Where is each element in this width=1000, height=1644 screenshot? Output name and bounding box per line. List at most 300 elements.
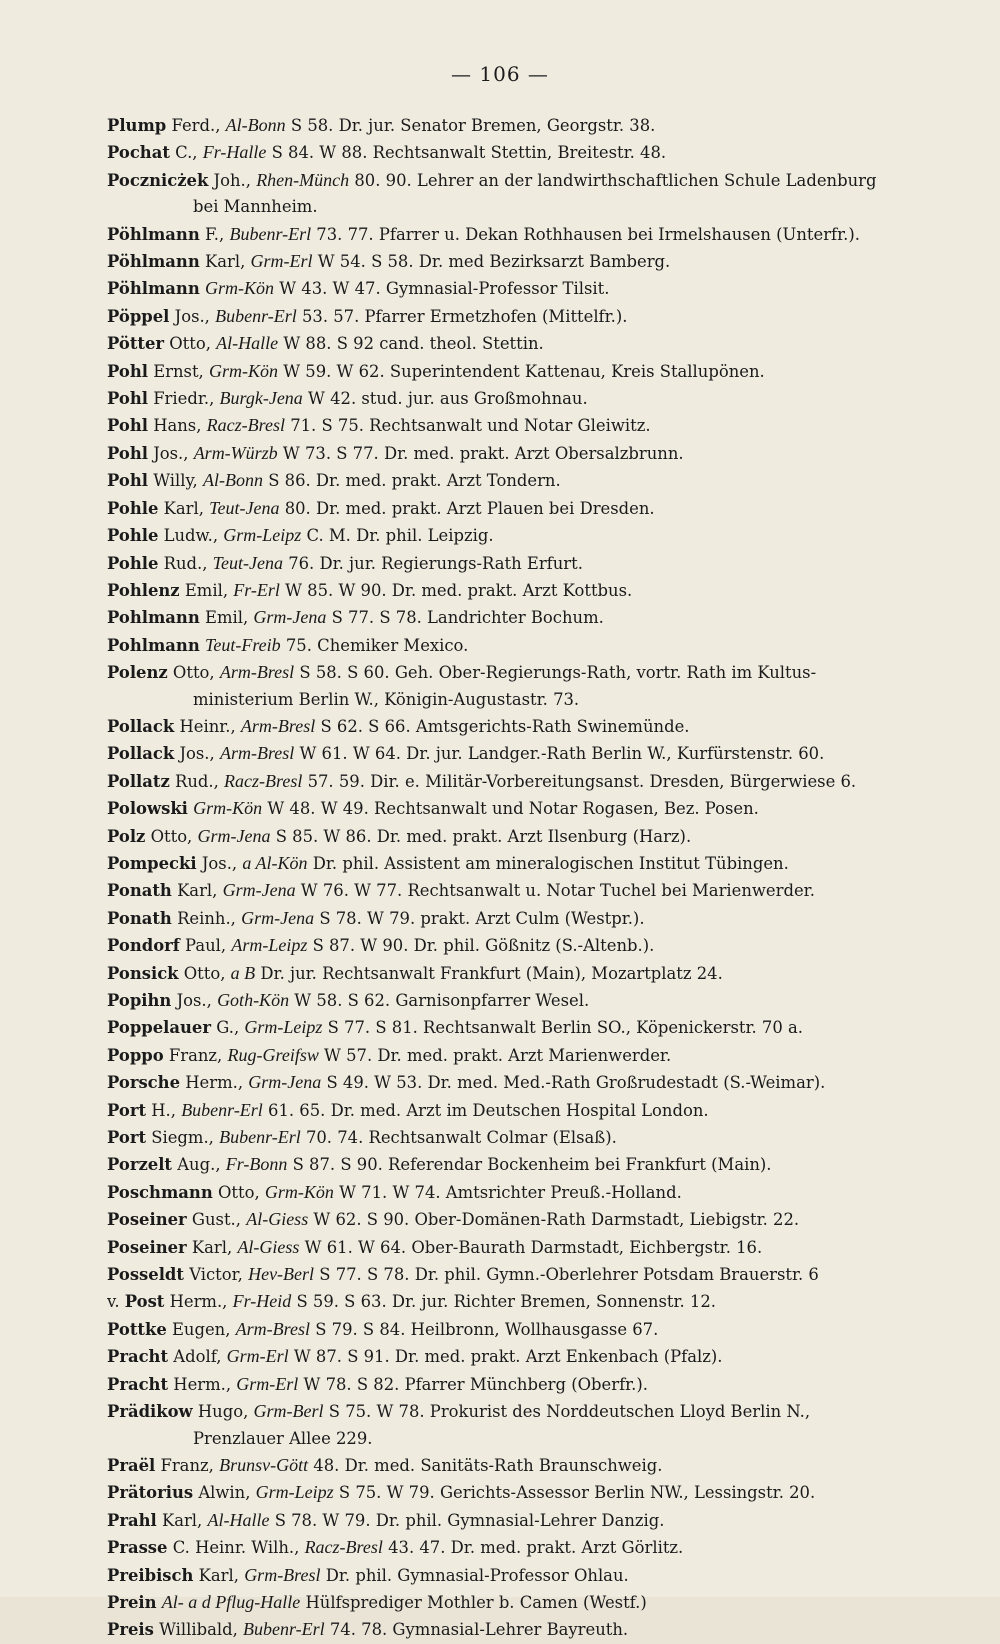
directory-entry [107, 1371, 962, 1398]
given-name: Herm., [169, 1292, 228, 1312]
entry-details: W 48. W 49. Rechtsanwalt und Notar Rogasen, Bez. Posen. [267, 799, 759, 819]
corps-affiliation: Al-Giess [246, 1209, 309, 1230]
entry-line [107, 303, 962, 330]
entry-line [107, 1371, 962, 1398]
page-number: — 106 — [451, 62, 549, 86]
given-name: G., [216, 1018, 240, 1038]
entry-line [107, 440, 962, 467]
entry-details: 57. 59. Dir. e. Militär-Vorbereitungsanst. Dresden, Bürgerwiese 6. [307, 771, 857, 791]
entry-line [107, 577, 962, 604]
entry-line [107, 877, 962, 904]
corps-affiliation: Grm-Leipz [244, 1017, 323, 1038]
entry-line [107, 1507, 962, 1534]
corps-affiliation: Al-Bonn [225, 115, 286, 135]
directory-entry [107, 740, 962, 767]
entry-details: 73. 77. Pfarrer u. Dekan Rothhausen bei Irmelshausen (Unterfr.). [316, 224, 860, 244]
entry-line [107, 905, 962, 932]
entry-line [107, 275, 962, 302]
given-name: Rud., [163, 553, 208, 573]
entry-details: S 87. W 90. Dr. phil. Gößnitz (S.-Altenb.). [312, 936, 655, 956]
entry-details: 74. 78. Gymnasial-Lehrer Bayreuth. [329, 1620, 629, 1640]
given-name: Ferd., [171, 116, 221, 135]
corps-affiliation: Bubenr-Erl [181, 1099, 263, 1120]
entry-line [107, 659, 962, 686]
surname: Pohl [107, 416, 148, 436]
entry-line [107, 1097, 962, 1124]
directory-entry [107, 659, 962, 713]
directory-entry [107, 905, 962, 932]
given-name: Herm., [173, 1374, 232, 1394]
corps-affiliation: Arm-Bresl [235, 1318, 310, 1339]
entry-line [107, 1014, 962, 1041]
corps-affiliation: a B [230, 962, 256, 983]
surname: Ponsick [107, 963, 179, 983]
entry-details: W 71. W 74. Amtsrichter Preuß.-Holland. [339, 1182, 682, 1202]
entry-line [107, 1069, 962, 1096]
given-name: Willibald, [159, 1620, 238, 1640]
corps-affiliation: Grm-Bresl [244, 1564, 321, 1585]
corps-affiliation: Al-Bonn [202, 470, 263, 491]
given-name: Karl, [198, 1565, 239, 1585]
entry-line [107, 1151, 962, 1178]
surname: Pondorf [107, 936, 180, 956]
corps-affiliation: Grm-Leipz [223, 525, 302, 546]
entry-details: W 88. S 92 cand. theol. Stettin. [283, 334, 544, 354]
surname: Pohlmann [107, 635, 200, 655]
entry-details: 80. Dr. med. prakt. Arzt Plauen bei Dresden. [284, 498, 655, 518]
corps-affiliation: a Al-Kön [242, 852, 308, 873]
corps-affiliation: Hev-Berl [248, 1264, 315, 1285]
surname: Polowski [107, 799, 188, 819]
entry-line [107, 522, 962, 549]
corps-affiliation: Bubenr-Erl [229, 223, 312, 244]
directory-entry [107, 1534, 962, 1561]
directory-entry [107, 713, 962, 740]
surname: Port [107, 1100, 147, 1120]
given-name: Otto, [183, 963, 226, 983]
corps-affiliation: Al-Halle [216, 333, 279, 354]
entry-details: 80. 90. Lehrer an der landwirthschaftlichen Schule Ladenburg [354, 170, 877, 190]
surname: Preis [107, 1620, 154, 1640]
directory-entry [107, 221, 962, 248]
surname: Pracht [107, 1374, 169, 1394]
directory-entry [107, 550, 962, 577]
entry-details: 70. 74. Rechtsanwalt Colmar (Elsaß). [305, 1128, 617, 1148]
given-name: Jos., [176, 991, 212, 1010]
given-name: Gust., [191, 1210, 241, 1230]
surname: Pohlmann [107, 608, 200, 628]
given-name: Karl, [204, 252, 246, 272]
directory-entry [107, 139, 962, 166]
entry-line [107, 167, 962, 194]
surname: Poschmann [107, 1182, 213, 1202]
surname: Porzelt [107, 1155, 172, 1175]
directory-entry [107, 1398, 962, 1452]
entry-continuation-line [107, 687, 962, 713]
given-name: Otto, [150, 826, 193, 846]
surname: Polz [107, 826, 146, 846]
corps-affiliation: Grm-Kön [208, 360, 278, 381]
directory-entry [107, 330, 962, 357]
directory-entry [107, 385, 962, 412]
entry-details: S 77. S 78. Landrichter Bochum. [331, 608, 604, 628]
surname: Pollatz [107, 771, 170, 791]
entry-details: S 85. W 86. Dr. med. prakt. Arzt Ilsenburg (Harz). [275, 826, 692, 846]
entry-details: Dr. phil. Gymnasial-Professor Ohlau. [325, 1565, 629, 1585]
surname: Ponath [107, 908, 172, 928]
entry-details: W 42. stud. jur. aus Großmohnau. [308, 389, 588, 409]
entry-line [107, 823, 962, 850]
surname: Posseldt [107, 1265, 184, 1285]
entry-details: 76. Dr. jur. Regierungs-Rath Erfurt. [288, 553, 583, 573]
surname: Pöhlmann [107, 224, 200, 244]
given-name: Victor, [189, 1265, 243, 1285]
surname: Post [124, 1292, 165, 1312]
directory-entry [107, 604, 962, 631]
surname: Plump [107, 116, 167, 135]
entry-details: 71. S 75. Rechtsanwalt und Notar Gleiwitz. [290, 416, 651, 436]
entry-line [107, 1206, 962, 1233]
entry-line [107, 550, 962, 577]
given-name: Hugo, [197, 1402, 249, 1422]
entry-details: S 75. W 79. Gerichts-Assessor Berlin NW., Lessingstr. 20. [338, 1483, 816, 1503]
entry-details: W 43. W 47. Gymnasial-Professor Tilsit. [279, 279, 610, 299]
directory-entry [107, 1261, 962, 1288]
entry-line [107, 1042, 962, 1069]
corps-affiliation: Grm-Jena [197, 825, 271, 846]
corps-affiliation: Teut-Jena [212, 552, 283, 573]
corps-affiliation: Rhen-Münch [256, 169, 350, 190]
entry-details: S 62. S 66. Amtsgerichts-Rath Swinemünde. [320, 716, 690, 736]
entry-line [107, 112, 962, 139]
directory-entry [107, 987, 962, 1014]
directory-entry [107, 248, 962, 275]
corps-affiliation: Al-Halle [207, 1509, 270, 1530]
surname: Pöppel [107, 306, 170, 326]
entry-details: W 61. W 64. Dr. jur. Landger.-Rath Berlin W., Kurfürstenstr. 60. [299, 744, 825, 764]
given-name: Karl, [191, 1237, 233, 1257]
entry-details: S 78. W 79. Dr. phil. Gymnasial-Lehrer Danzig. [274, 1510, 665, 1530]
surname: Praël [107, 1455, 156, 1475]
entry-line [107, 1234, 962, 1261]
corps-affiliation: Bubenr-Erl [219, 1127, 301, 1148]
corps-affiliation: Bubenr-Erl [243, 1619, 325, 1640]
directory-entry [107, 1069, 962, 1096]
directory-entry [107, 275, 962, 302]
corps-affiliation: Arm-Würzb [193, 442, 278, 463]
entry-line [107, 604, 962, 631]
directory-entry [107, 167, 962, 221]
entry-line [107, 1452, 962, 1479]
entry-details: W 61. W 64. Ober-Baurath Darmstadt, Eichbergstr. 16. [304, 1237, 763, 1257]
given-name: Otto, [172, 663, 215, 683]
corps-affiliation: Grm-Jena [222, 880, 296, 901]
surname: Pottke [107, 1319, 167, 1339]
corps-affiliation: Teut-Jena [209, 497, 280, 518]
surname: Pompecki [107, 853, 197, 873]
entry-line [107, 330, 962, 357]
given-name: C., [175, 143, 198, 163]
directory-entry [107, 467, 962, 494]
directory-entry [107, 823, 962, 850]
entry-line [107, 385, 962, 412]
entry-line [107, 358, 962, 385]
directory-entry [107, 1151, 962, 1178]
surname: Pollack [107, 744, 175, 764]
entry-continuation-line [107, 1426, 962, 1452]
given-name: Ernst, [153, 361, 204, 381]
entry-line [107, 850, 962, 877]
directory-entry [107, 1616, 962, 1643]
entry-details: S 75. W 78. Prokurist des Norddeutschen Lloyd Berlin N., [328, 1402, 811, 1422]
given-name: Paul, [185, 936, 227, 956]
entry-line [107, 1316, 962, 1343]
surname: Poseiner [107, 1237, 187, 1257]
directory-entry [107, 1507, 962, 1534]
entry-line [107, 987, 962, 1014]
surname: Pöhlmann [107, 252, 200, 272]
entry-details: bei Mannheim. [193, 197, 318, 217]
entry-details: S 77. S 81. Rechtsanwalt Berlin SO., Köpenickerstr. 70 a. [327, 1018, 803, 1038]
given-name: Heinr., [179, 716, 236, 736]
directory-entry [107, 795, 962, 822]
given-name: Rud., [175, 771, 219, 791]
directory-entry [107, 303, 962, 330]
surname: Prahl [107, 1510, 157, 1530]
surname: Pohl [107, 361, 148, 381]
surname: Pohl [107, 389, 148, 409]
surname: Pohl [107, 443, 148, 463]
given-name: Jos., [179, 744, 215, 764]
surname: Poppelauer [107, 1018, 211, 1038]
entry-details: W 87. S 91. Dr. med. prakt. Arzt Enkenbach (Pfalz). [293, 1347, 723, 1367]
given-name: Jos., [174, 306, 210, 326]
entry-details: W 58. S 62. Garnisonpfarrer Wesel. [294, 991, 590, 1010]
entry-details: S 87. S 90. Referendar Bockenheim bei Frankfurt (Main). [292, 1155, 772, 1175]
surname: Polenz [107, 663, 168, 683]
surname: Pracht [107, 1347, 169, 1367]
corps-affiliation: Al-Giess [237, 1236, 300, 1257]
entry-line [107, 139, 962, 166]
entry-line [107, 632, 962, 659]
entry-details: S 58. Dr. jur. Senator Bremen, Georgstr. 38. [290, 116, 656, 135]
given-name: Herm., [185, 1073, 244, 1093]
entry-details: W 73. S 77. Dr. med. prakt. Arzt Obersalzbrunn. [282, 443, 684, 463]
given-name: Otto, [217, 1182, 260, 1202]
directory-entry [107, 1343, 962, 1370]
given-name: Ludw., [163, 526, 219, 546]
surname: Ponath [107, 881, 172, 901]
entry-details: 61. 65. Dr. med. Arzt im Deutschen Hospital London. [268, 1100, 709, 1120]
entry-details: Prenzlauer Allee 229. [193, 1428, 373, 1448]
directory-entry [107, 960, 962, 987]
corps-affiliation: Grm-Kön [204, 278, 274, 299]
surname: Port [107, 1128, 147, 1148]
corps-affiliation: Bubenr-Erl [215, 305, 297, 326]
entry-line [107, 1479, 962, 1506]
corps-affiliation: Grm-Leipz [255, 1482, 334, 1503]
entry-details: W 78. S 82. Pfarrer Münchberg (Oberfr.). [303, 1374, 648, 1394]
entry-continuation-line [107, 194, 962, 220]
directory-entry [107, 1479, 962, 1506]
entry-details: S 86. Dr. med. prakt. Arzt Tondern. [268, 471, 561, 491]
given-name: Hans, [153, 416, 202, 436]
surname: Pohl [107, 471, 148, 491]
corps-affiliation: Grm-Jena [248, 1072, 322, 1093]
directory-entry [107, 1316, 962, 1343]
directory-entry [107, 440, 962, 467]
corps-affiliation: Fr-Bonn [225, 1154, 288, 1175]
given-name: F., [204, 224, 225, 244]
given-name: Alwin, [198, 1483, 251, 1503]
corps-affiliation: Fr-Halle [202, 142, 267, 163]
corps-affiliation: Arm-Bresl [219, 743, 295, 764]
given-name: Otto, [169, 334, 211, 354]
surname: Prasse [107, 1538, 168, 1558]
directory-entry [107, 1562, 962, 1589]
surname: Pohle [107, 553, 159, 573]
corps-affiliation: Al- a d Pflug-Halle [161, 1591, 301, 1612]
directory-entry [107, 112, 962, 139]
entry-line [107, 1288, 962, 1315]
entry-details: S 77. S 78. Dr. phil. Gymn.-Oberlehrer Potsdam Brauerstr. 6 [319, 1265, 819, 1285]
entry-line [107, 1179, 962, 1206]
corps-affiliation: Arm-Leipz [231, 935, 308, 956]
directory-entry [107, 522, 962, 549]
entry-line [107, 932, 962, 959]
given-name: Karl, [161, 1510, 203, 1530]
entry-line [107, 1562, 962, 1589]
given-name: Reinh., [177, 908, 236, 928]
surname: Prein [107, 1592, 157, 1612]
corps-affiliation: Arm-Bresl [219, 662, 295, 683]
entry-details: Dr. phil. Assistent am mineralogischen Institut Tübingen. [312, 853, 789, 873]
entry-details: S 49. W 53. Dr. med. Med.-Rath Großrudestadt (S.-Weimar). [326, 1073, 826, 1093]
directory-entry [107, 768, 962, 795]
entry-details: W 59. W 62. Superintendent Kattenau, Kreis Stallupönen. [283, 361, 765, 381]
directory-entry [107, 1042, 962, 1069]
corps-affiliation: Fr-Erl [233, 579, 280, 600]
surname: Porsche [107, 1073, 181, 1093]
given-name: Aug., [177, 1155, 221, 1175]
given-name: Franz, [168, 1045, 223, 1065]
entry-details: S 79. S 84. Heilbronn, Wollhausgasse 67. [315, 1319, 659, 1339]
entry-details: S 58. S 60. Geh. Ober-Regierungs-Rath, vortr. Rath im Kultus- [299, 663, 817, 683]
given-name: Adolf, [173, 1347, 222, 1367]
entry-details: 48. Dr. med. Sanitäts-Rath Braunschweig. [313, 1455, 663, 1475]
corps-affiliation: Grm-Jena [253, 607, 327, 628]
corps-affiliation: Arm-Bresl [240, 715, 316, 736]
directory-entry [107, 1206, 962, 1233]
surname: Prädikow [107, 1402, 193, 1422]
directory-entry [107, 1288, 962, 1315]
directory-entry [107, 632, 962, 659]
surname: Pohlenz [107, 580, 180, 600]
corps-affiliation: Grm-Kön [193, 798, 263, 819]
given-name: Karl, [177, 881, 218, 901]
surname: Poppo [107, 1045, 164, 1065]
entry-details: ministerium Berlin W., Königin-Augustastr. 73. [193, 689, 580, 709]
directory-entry [107, 1234, 962, 1261]
entry-details: W 62. S 90. Ober-Domänen-Rath Darmstadt, Liebigstr. 22. [313, 1210, 800, 1230]
entry-line [107, 467, 962, 494]
given-name: Friedr., [153, 389, 215, 409]
entry-line [107, 1124, 962, 1151]
entry-details: W 57. Dr. med. prakt. Arzt Marienwerder. [324, 1045, 672, 1065]
directory-entry [107, 932, 962, 959]
given-name: Willy, [153, 471, 198, 491]
given-name: Siegm., [151, 1128, 214, 1148]
corps-affiliation: Grm-Jena [241, 907, 315, 928]
entry-details: W 54. S 58. Dr. med Bezirksarzt Bamberg. [317, 252, 671, 272]
given-name: Jos., [201, 853, 238, 873]
corps-affiliation: Goth-Kön [217, 990, 290, 1010]
given-name: C. Heinr. Wilh., [172, 1538, 300, 1558]
directory-entry [107, 1179, 962, 1206]
entry-details: W 76. W 77. Rechtsanwalt u. Notar Tuchel bei Marienwerder. [300, 881, 815, 901]
directory-entry [107, 1124, 962, 1151]
given-name: Emil, [204, 608, 249, 628]
entry-line [107, 248, 962, 275]
corps-affiliation: Grm-Kön [264, 1181, 334, 1202]
entry-line [107, 1261, 962, 1288]
entry-details: S 59. S 63. Dr. jur. Richter Bremen, Sonnenstr. 12. [296, 1292, 717, 1312]
entry-line [107, 412, 962, 439]
entry-line [107, 221, 962, 248]
entry-details: 43. 47. Dr. med. prakt. Arzt Görlitz. [388, 1538, 684, 1558]
entry-line [107, 795, 962, 822]
entry-line [107, 1589, 962, 1616]
entry-details: Dr. jur. Rechtsanwalt Frankfurt (Main), Mozartplatz 24. [260, 963, 723, 983]
corps-affiliation: Fr-Heid [232, 1291, 292, 1312]
entry-line [107, 1534, 962, 1561]
corps-affiliation: Racz-Bresl [224, 770, 303, 791]
directory-entry [107, 495, 962, 522]
entry-details: C. M. Dr. phil. Leipzig. [306, 526, 494, 546]
given-name: Eugen, [171, 1319, 231, 1339]
entry-line [107, 960, 962, 987]
given-name: Franz, [160, 1455, 214, 1475]
directory-entry [107, 577, 962, 604]
surname: Pohle [107, 526, 159, 546]
surname: Popihn [107, 991, 172, 1010]
directory-entry [107, 1014, 962, 1041]
entry-line [107, 1616, 962, 1643]
given-name: Karl, [163, 498, 204, 518]
directory-entry [107, 1097, 962, 1124]
entry-details: 75. Chemiker Mexico. [285, 635, 469, 655]
directory-entry [107, 850, 962, 877]
surname: Pöhlmann [107, 279, 200, 299]
directory-entry [107, 877, 962, 904]
surname: Pötter [107, 334, 165, 354]
given-name: H., [151, 1100, 176, 1120]
directory-entry [107, 412, 962, 439]
given-name: Jos., [153, 443, 189, 463]
entry-line [107, 495, 962, 522]
corps-affiliation: Grm-Erl [236, 1373, 299, 1394]
entry-list [107, 112, 962, 1644]
corps-affiliation: Brunsv-Gött [219, 1454, 309, 1475]
surname: Prätorius [107, 1483, 194, 1503]
corps-affiliation: Grm-Erl [226, 1346, 289, 1367]
corps-affiliation: Rug-Greifsw [227, 1044, 319, 1065]
entry-line [107, 1398, 962, 1425]
entry-line [107, 740, 962, 767]
surname: Preibisch [107, 1565, 194, 1585]
entry-line [107, 713, 962, 740]
entry-details: S 78. W 79. prakt. Arzt Culm (Westpr.). [319, 908, 645, 928]
